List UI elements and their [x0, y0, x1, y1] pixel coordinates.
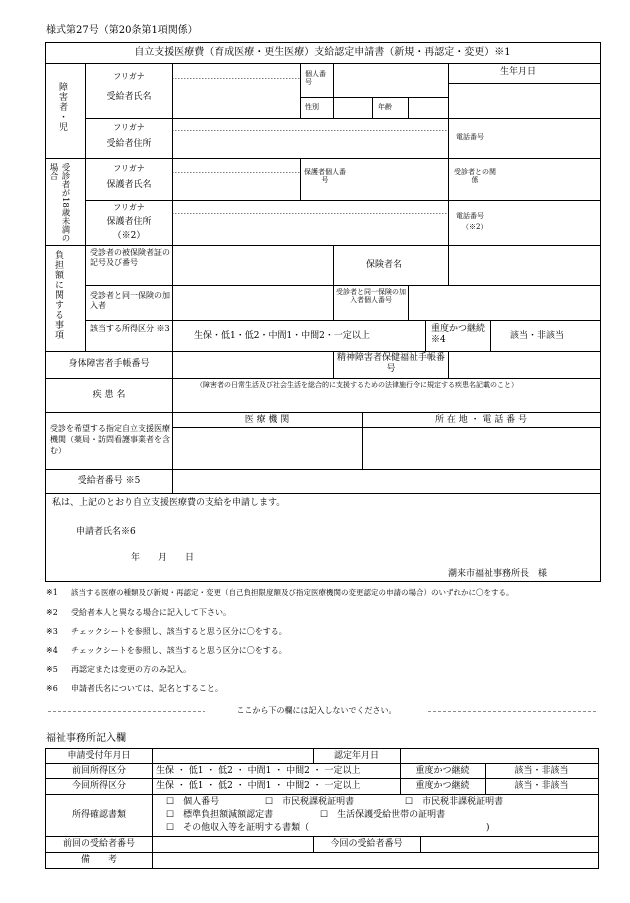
office-prev-income-options: 生保 ・ 低1 ・ 低2 ・ 中間1 ・ 中間2 ・ 一定以上	[156, 766, 361, 776]
disease-label: 疾 患 名	[92, 390, 126, 400]
note-mark-2: ※2	[46, 608, 58, 617]
guardian-address-label: 保護者住所	[106, 217, 152, 227]
office-received-date: 申請受付年月日	[67, 751, 131, 761]
office-prev-severe-options: 該当・非該当	[514, 766, 569, 776]
doc-item-personal-number[interactable]: ☐ 個人番号	[166, 797, 220, 807]
office-curr-number: 今回の受給者番号	[330, 839, 403, 849]
office-heading: 福祉事務所記入欄	[46, 733, 126, 744]
recipient-birthdate-label: 生年月日	[500, 67, 537, 77]
office-approved-date: 認定年月日	[333, 751, 379, 761]
divider-text: ここから下の欄には記入しないでください。	[236, 706, 397, 715]
insurer-name-label: 保険者名	[366, 260, 403, 270]
office-prev-income: 前回所得区分	[71, 766, 126, 776]
note-mark-6: ※6	[46, 684, 58, 693]
guardian-relation-label: 受診者との関係	[454, 168, 496, 185]
recipient-address-label: 受給者住所	[106, 139, 152, 149]
doc-item-welfare-certificate[interactable]: ☐ 生活保護受給世帯の証明書	[320, 810, 446, 820]
severe-options: 該当・非該当	[510, 331, 565, 341]
severe-label: 重度かつ継続 ※4	[431, 324, 486, 346]
office-docs-label: 所得確認書類	[71, 810, 126, 820]
guardian-address-kana-label: フリガナ	[113, 203, 145, 212]
note-mark-5: ※5	[46, 665, 58, 674]
note-mark-3: ※3	[46, 627, 58, 636]
doc-item-other-income[interactable]: ☐ その他収入等を証明する書類（	[166, 823, 310, 833]
guardian-phone-label: 電話番号	[456, 212, 484, 220]
applicant-name-label: 申請者氏名※6	[76, 527, 136, 537]
same-insurance-label: 受診者と同一保険の加入者	[90, 291, 170, 310]
addressee: 潮来市福祉事務所長 様	[448, 569, 548, 579]
insurance-card-label: 受診者の被保険者証の記号及び番号	[90, 248, 170, 267]
note-text-3: チェックシートを参照し、該当すると思う区分に〇をする。	[71, 627, 287, 636]
recipient-age-label: 年齢	[378, 103, 392, 111]
recipient-name-kana-label: フリガナ	[113, 72, 145, 81]
physical-handbook-label: 身体障害者手帳番号	[68, 359, 150, 369]
note-text-1: 該当する医療の種類及び新規・再認定・変更（自己負担限度額及び指定医療機関の変更認定の申請の場合）のいずれかに〇をする。	[71, 588, 514, 597]
office-remarks: 備 考	[80, 855, 117, 865]
institution-col-address: 所 在 地 ・ 電 話 番 号	[434, 415, 528, 425]
office-curr-income: 今回所得区分	[71, 781, 126, 791]
same-insurance-number-label: 受診者と同一保険の加入者個人番号	[336, 288, 406, 305]
recipient-number-label: 受給者番号 ※5	[77, 476, 141, 486]
guardian-row-label: 受診者が18歳未満の場合	[48, 163, 70, 242]
form-number: 様式第27号（第20条第1項関係）	[46, 25, 198, 36]
recipient-name-label: 受給者氏名	[106, 92, 152, 102]
burden-row-label: 負担額に関する事項	[53, 250, 63, 340]
guardian-name-label: 保護者氏名	[106, 180, 152, 190]
doc-item-non-tax-certificate[interactable]: ☐ 市民税非課税証明書	[405, 797, 504, 807]
recipient-row-label: 障害者・児	[57, 82, 67, 132]
note-text-6: 申請者氏名については、記名とすること。	[71, 684, 223, 693]
income-class-options: 生保・低1・低2・中間1・中間2・一定以上	[194, 331, 370, 341]
income-class-label: 該当する所得区分 ※3	[90, 324, 170, 333]
note-mark-1: ※1	[46, 588, 58, 597]
guardian-address-note: （※2）	[112, 231, 146, 241]
doc-item-reduction-certificate[interactable]: ☐ 標準負担額減額認定書	[166, 810, 274, 820]
guardian-name-kana-label: フリガナ	[113, 164, 145, 173]
office-curr-severe-options: 該当・非該当	[514, 781, 569, 791]
note-text-4: チェックシートを参照し、該当すると思う区分に〇をする。	[71, 646, 287, 655]
guardian-personal-number-label: 保護者個人番号	[304, 168, 346, 185]
form-title: 自立支援医療費（育成医療・更生医療）支給認定申請書（新規・再認定・変更）※1	[134, 47, 511, 58]
doc-item-tax-certificate[interactable]: ☐ 市民税課税証明書	[265, 797, 355, 807]
mental-handbook-label: 精神障害者保健福祉手帳番号	[336, 353, 445, 375]
disease-note: （障害者の日常生活及び社会生活を総合的に支援するための法律施行令に規定する疾患名記載のこと）	[196, 381, 518, 389]
application-statement: 私は、上記のとおり自立支援医療費の支給を申請します。	[52, 498, 286, 508]
office-curr-severe: 重度かつ継続	[415, 781, 470, 791]
recipient-phone-label: 電話番号	[456, 133, 484, 141]
note-mark-4: ※4	[46, 646, 58, 655]
recipient-personal-number-label: 個人番号	[305, 70, 326, 87]
institution-label: 受診を希望する指定自立支援医療機関（薬局・訪問看護事業者を含む）	[50, 424, 170, 455]
office-prev-severe: 重度かつ継続	[415, 766, 470, 776]
institution-col-name: 医 療 機 関	[244, 415, 290, 425]
recipient-address-kana-label: フリガナ	[113, 123, 145, 132]
office-prev-number: 前回の受給者番号	[62, 839, 135, 849]
recipient-sex-label: 性別	[305, 103, 319, 111]
note-text-5: 再認定または変更の方のみ記入。	[71, 665, 191, 674]
guardian-phone-note: （※2）	[462, 223, 488, 231]
office-curr-income-options: 生保 ・ 低1 ・ 低2 ・ 中間1 ・ 中間2 ・ 一定以上	[156, 781, 361, 791]
note-text-2: 受給者本人と異なる場合に記入して下さい。	[71, 608, 231, 617]
application-date: 年 月 日	[131, 553, 195, 563]
doc-item-other-close: )	[486, 823, 490, 833]
